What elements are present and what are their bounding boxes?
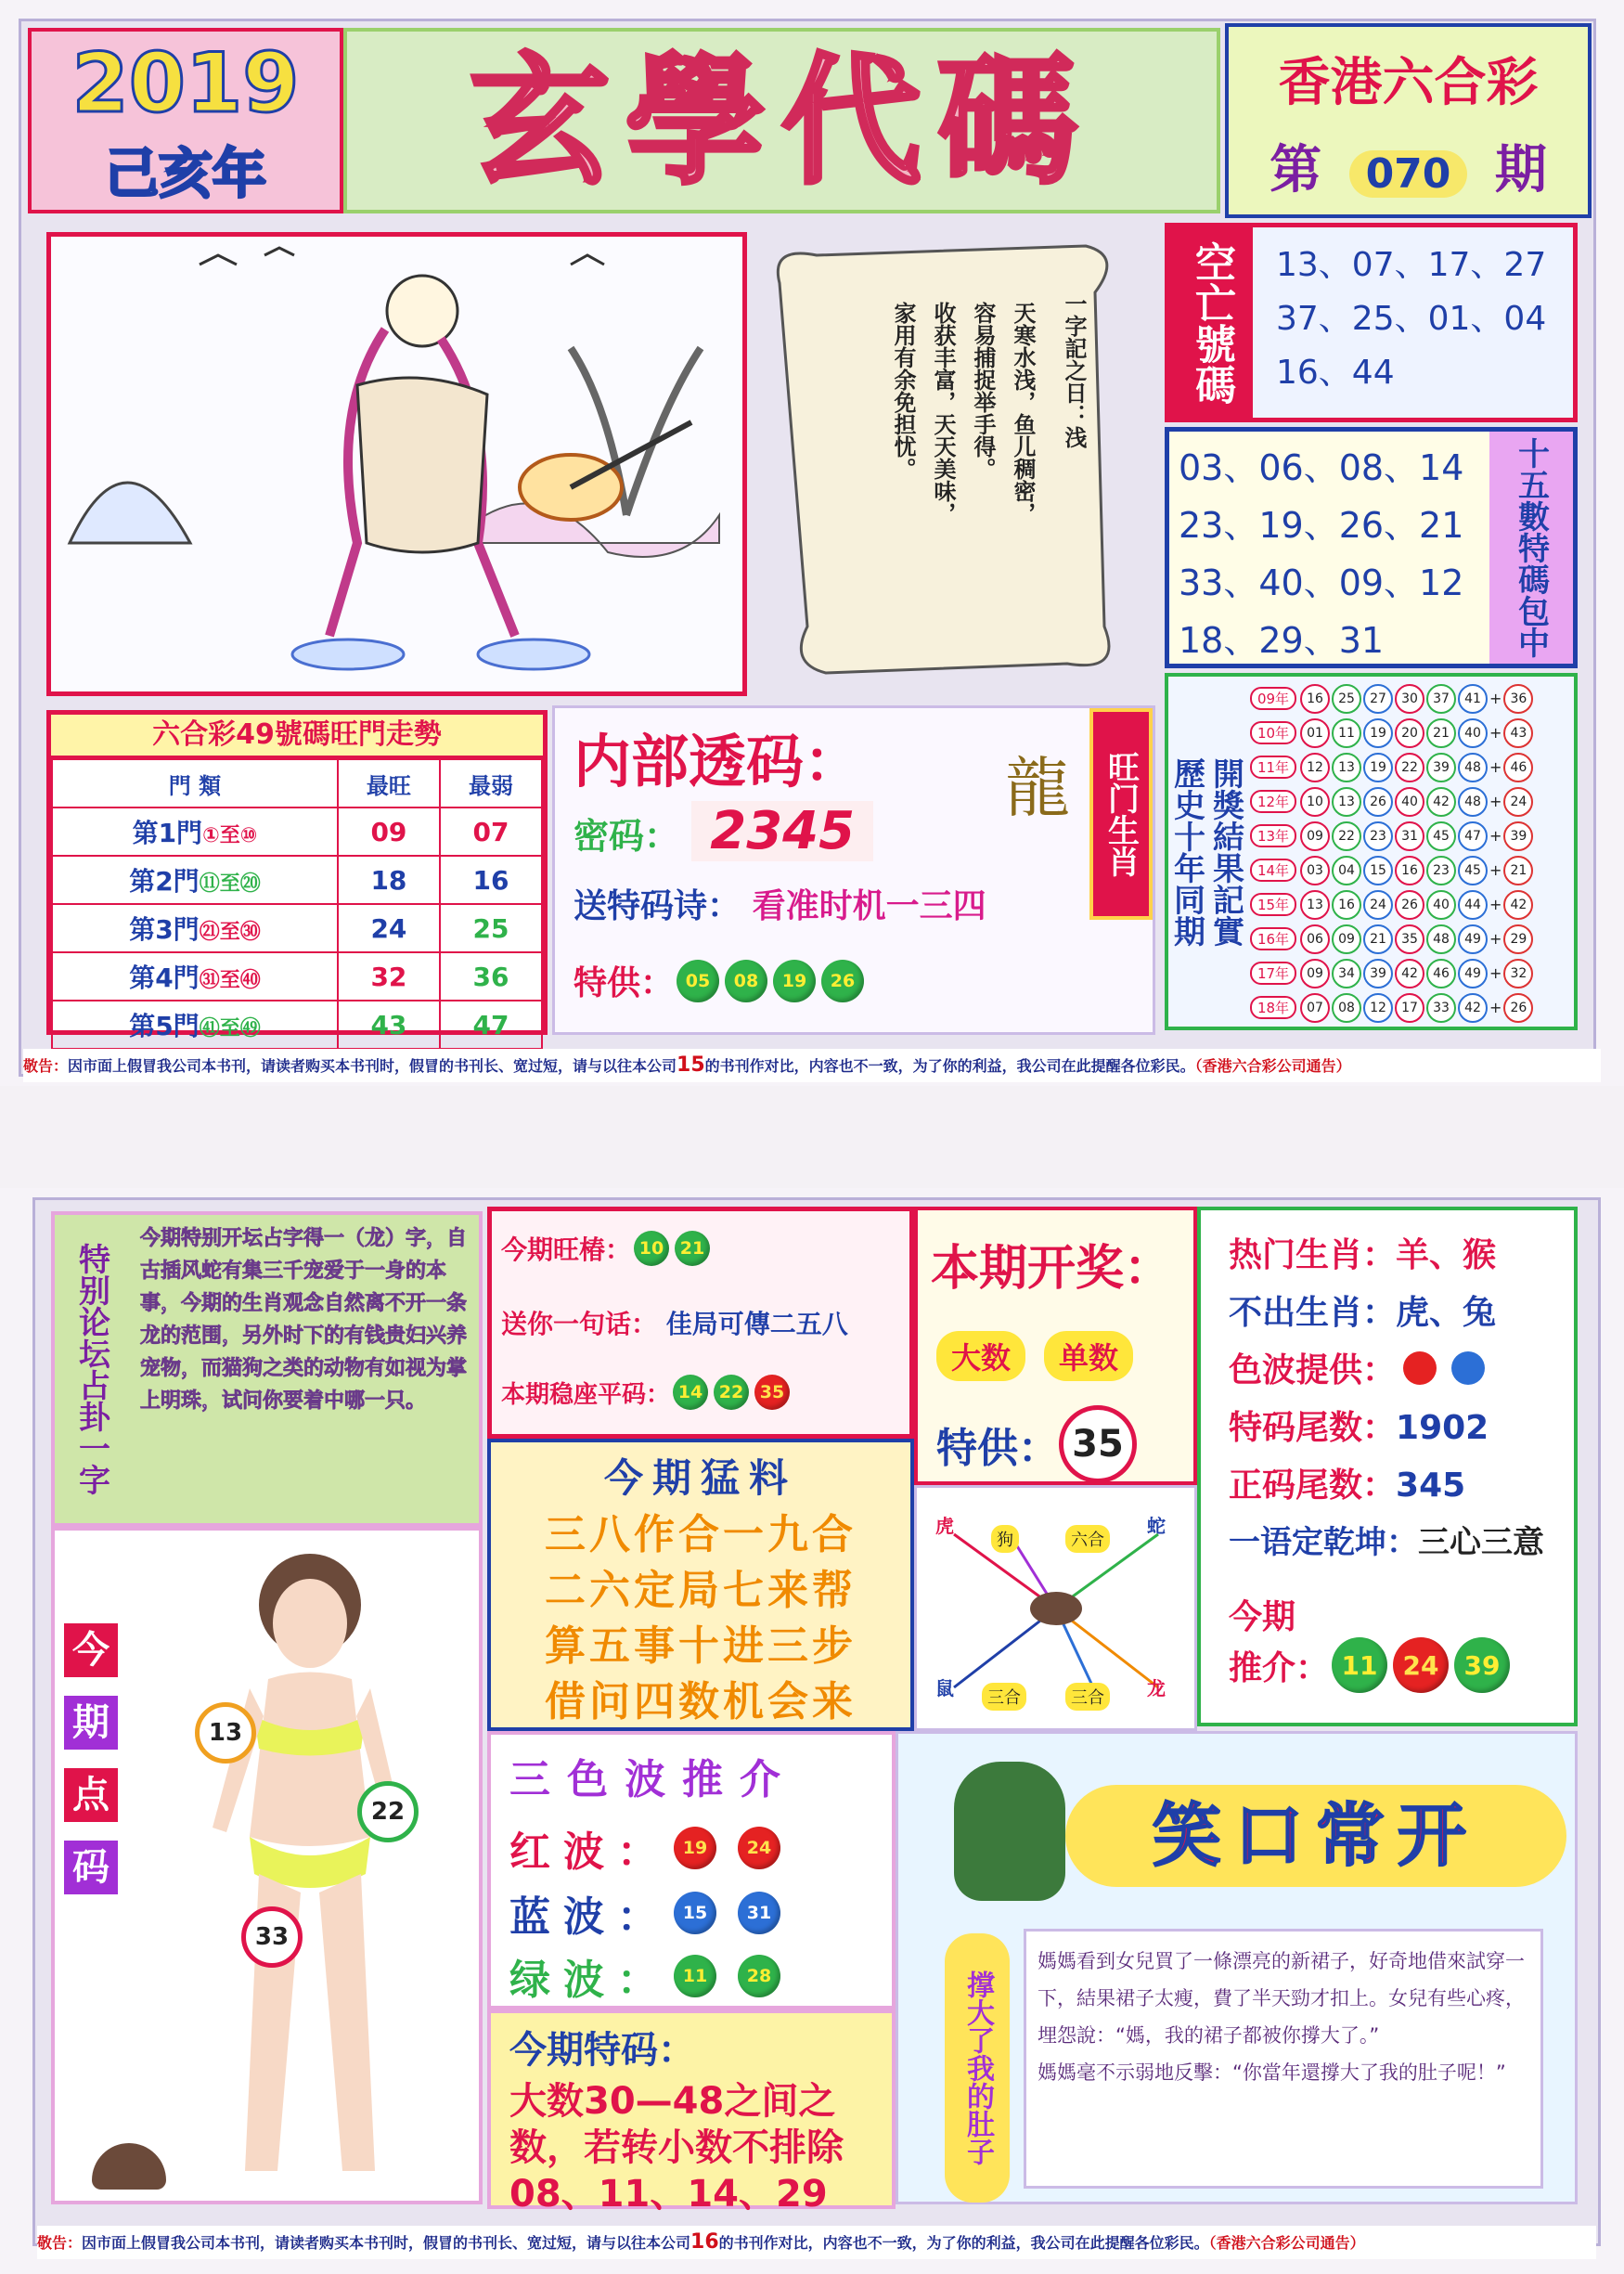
side-zodiac-label: 旺门生肖 bbox=[1089, 708, 1153, 920]
fifteen-label: 十五數特碼包中 bbox=[1489, 432, 1573, 664]
door-hot: 32 bbox=[338, 952, 440, 1001]
rec-ball: 24 bbox=[1393, 1637, 1449, 1693]
diag-snake: 蛇 bbox=[1147, 1515, 1166, 1537]
doors-box bbox=[46, 710, 548, 1041]
history-ball: 13 bbox=[1332, 787, 1361, 817]
history-ball: 21 bbox=[1426, 718, 1456, 748]
draw-tag: 单数 bbox=[1044, 1331, 1133, 1381]
color-ball: 11 bbox=[674, 1955, 716, 1997]
zodiac-zheng-label: 正码尾数： bbox=[1229, 1466, 1397, 1505]
history-ball: 33 bbox=[1426, 993, 1456, 1023]
woman-label-char: 码 bbox=[64, 1841, 118, 1894]
laugh-story: 媽媽看到女兒買了一條漂亮的新裙子，好奇地借來試穿一下，結果裙子太瘦，費了半天勁才扣上。女兒有些心疼，埋怨說：“媽，我的裙子都被你撐大了。” 媽媽毫不示弱地反擊：“你當年還撐大了我的肚子呢！” bbox=[1024, 1929, 1543, 2189]
history-plus: + bbox=[1489, 758, 1502, 776]
texma-text: 大数30—48之间之数，若转小数不排除08、11、14、29 bbox=[509, 2080, 844, 2216]
zodiac-out bbox=[1229, 1286, 1496, 1334]
history-plus: + bbox=[1489, 999, 1502, 1016]
history-year: 17年 bbox=[1250, 962, 1296, 985]
color-ball: 31 bbox=[738, 1892, 780, 1934]
wang-line-1 bbox=[501, 1230, 713, 1267]
page-title: 玄學代碼 bbox=[470, 42, 1094, 203]
zodiac-color bbox=[1229, 1344, 1492, 1391]
history-ball: 13 bbox=[1300, 890, 1330, 920]
issue-prefix: 第 bbox=[1270, 140, 1322, 200]
diag-tiger: 虎 bbox=[935, 1515, 954, 1537]
history-plus: + bbox=[1489, 827, 1502, 845]
history-ball: 49 bbox=[1458, 959, 1488, 988]
internal-box bbox=[552, 705, 1155, 1035]
color-row-blue bbox=[509, 1883, 783, 1943]
zodiac-out-label: 不出生肖： bbox=[1229, 1294, 1397, 1332]
history-ball: 41 bbox=[1458, 684, 1488, 714]
history-ball: 25 bbox=[1332, 684, 1361, 714]
money-bag-icon bbox=[954, 1762, 1065, 1901]
poem-line: 收获丰富，天天美味， bbox=[930, 302, 956, 524]
door-name: 第5門 bbox=[129, 1011, 200, 1041]
history-ball: 47 bbox=[1458, 821, 1488, 851]
history-ball: 12 bbox=[1300, 753, 1330, 782]
special-ball: 08 bbox=[725, 960, 767, 1002]
door-name: 第4門 bbox=[129, 963, 200, 993]
history-ball: 40 bbox=[1426, 890, 1456, 920]
wang-flat-ball: 14 bbox=[673, 1375, 708, 1410]
title-box bbox=[343, 28, 1220, 213]
history-special-ball: 29 bbox=[1503, 924, 1533, 954]
history-row bbox=[1250, 990, 1534, 1025]
color-row-green bbox=[509, 1946, 783, 2006]
history-row bbox=[1250, 784, 1534, 819]
wang-ball: 21 bbox=[675, 1231, 710, 1266]
doors-row bbox=[52, 952, 542, 1001]
draw-title: 本期开奖： bbox=[931, 1241, 1173, 1297]
history-ball: 26 bbox=[1363, 787, 1393, 817]
colors-title: 三色波推介 bbox=[509, 1756, 797, 1803]
history-ball: 30 bbox=[1395, 684, 1424, 714]
laugh-box bbox=[896, 1731, 1578, 2204]
history-special-ball: 43 bbox=[1503, 718, 1533, 748]
point-ball: 22 bbox=[357, 1781, 419, 1842]
wang-flat-ball: 35 bbox=[754, 1375, 790, 1410]
page-gap bbox=[0, 1086, 1624, 1188]
issue-line bbox=[1229, 129, 1588, 203]
year-name: 己亥年 bbox=[104, 142, 266, 205]
meng-line: 三八作合一九合 bbox=[545, 1511, 857, 1558]
doors-header: 最弱 bbox=[440, 759, 542, 808]
history-ball: 34 bbox=[1332, 959, 1361, 988]
notice-prefix: 敬告： bbox=[37, 2234, 83, 2252]
woman-label-char: 今 bbox=[64, 1623, 118, 1677]
color-row-red bbox=[509, 1818, 783, 1878]
history-year: 14年 bbox=[1250, 859, 1296, 882]
doors-row bbox=[52, 856, 542, 904]
door-range: ㉑至㉚ bbox=[199, 921, 261, 944]
history-special-ball: 32 bbox=[1503, 959, 1533, 988]
rec-ball: 11 bbox=[1332, 1637, 1387, 1693]
history-plus: + bbox=[1489, 861, 1502, 879]
history-year: 10年 bbox=[1250, 721, 1296, 744]
laugh-title: 笑口常开 bbox=[1153, 1796, 1479, 1876]
history-ball: 37 bbox=[1426, 684, 1456, 714]
history-ball: 49 bbox=[1458, 924, 1488, 954]
history-special-ball: 46 bbox=[1503, 753, 1533, 782]
draw-tags bbox=[936, 1331, 1133, 1381]
diag-liuhe: 六合 bbox=[1065, 1525, 1110, 1553]
draw-special bbox=[936, 1405, 1137, 1483]
woman-label-char: 点 bbox=[64, 1768, 118, 1822]
forum-box bbox=[51, 1211, 483, 1527]
fifteen-line: 18、29、31 bbox=[1179, 620, 1385, 661]
password-value: 2345 bbox=[691, 801, 873, 861]
poem-line: 天寒水浅，鱼儿稠密， bbox=[1010, 302, 1036, 524]
brand-box bbox=[1225, 23, 1592, 218]
history-ball: 39 bbox=[1426, 753, 1456, 782]
zodiac-color-label: 色波提供： bbox=[1229, 1351, 1397, 1389]
history-ball: 23 bbox=[1363, 821, 1393, 851]
diag-sanhe-1: 三合 bbox=[982, 1683, 1026, 1711]
poem-line-box bbox=[574, 880, 986, 927]
fifteen-list bbox=[1179, 439, 1463, 669]
texma-title: 今期特码： bbox=[509, 2029, 695, 2072]
history-year: 12年 bbox=[1250, 790, 1296, 813]
door-hot: 09 bbox=[338, 808, 440, 856]
door-cold: 16 bbox=[440, 856, 542, 904]
point-ball: 13 bbox=[195, 1702, 256, 1764]
color-label: 红波： bbox=[509, 1828, 671, 1876]
doors-row bbox=[52, 1001, 542, 1049]
meng-line: 二六定局七来帮 bbox=[545, 1567, 857, 1614]
history-row bbox=[1250, 681, 1534, 716]
top-notice bbox=[23, 1049, 1601, 1082]
door-range: ⑪至⑳ bbox=[199, 872, 261, 896]
rec-ball: 39 bbox=[1454, 1637, 1510, 1693]
history-special-ball: 42 bbox=[1503, 890, 1533, 920]
history-plus: + bbox=[1489, 793, 1502, 810]
history-ball: 16 bbox=[1332, 890, 1361, 920]
color-ball: 28 bbox=[738, 1955, 780, 1997]
empty-numbers-box bbox=[1165, 223, 1578, 422]
door-label bbox=[52, 808, 338, 856]
door-label bbox=[52, 952, 338, 1001]
special-line bbox=[574, 957, 867, 1004]
history-ball: 12 bbox=[1363, 993, 1393, 1023]
history-ball: 17 bbox=[1395, 993, 1424, 1023]
poem-line: 家用有余免担忧。 bbox=[890, 302, 916, 480]
history-ball: 15 bbox=[1363, 856, 1393, 885]
draw-special-ball: 35 bbox=[1059, 1405, 1137, 1483]
zodiac-tail-label: 特码尾数： bbox=[1229, 1409, 1397, 1447]
zodiac-phrase bbox=[1229, 1517, 1544, 1562]
door-hot: 43 bbox=[338, 1001, 440, 1049]
zodiac-zheng-value: 345 bbox=[1396, 1466, 1466, 1505]
history-year: 11年 bbox=[1250, 756, 1296, 779]
history-ball: 48 bbox=[1458, 787, 1488, 817]
history-plus: + bbox=[1489, 964, 1502, 982]
history-row bbox=[1250, 853, 1534, 887]
laugh-title-wrap bbox=[1065, 1785, 1566, 1887]
zodiac-rec bbox=[1229, 1637, 1513, 1693]
wang-phrase: 佳局可傳二五八 bbox=[665, 1309, 848, 1339]
notice-text: 因市面上假冒我公司本书刊，请读者购买本书刊时，假冒的书刊长、宽过短，请与以往本公司 bbox=[68, 1057, 677, 1075]
history-year: 16年 bbox=[1250, 927, 1296, 950]
zodiac-phrase-value: 三心三意 bbox=[1418, 1524, 1544, 1561]
history-ball: 22 bbox=[1332, 821, 1361, 851]
fifteen-line: 33、40、09、12 bbox=[1179, 562, 1464, 603]
doors-row bbox=[52, 808, 542, 856]
zodiac-phrase-label: 一语定乾坤： bbox=[1229, 1524, 1418, 1561]
bottom-notice bbox=[37, 2226, 1596, 2259]
wang-flat-ball: 22 bbox=[714, 1375, 749, 1410]
draw-box bbox=[914, 1207, 1197, 1485]
history-ball: 42 bbox=[1395, 959, 1424, 988]
password-label: 密码： bbox=[574, 816, 680, 857]
blue-wave-dot bbox=[1451, 1351, 1485, 1385]
door-name: 第3門 bbox=[129, 914, 200, 945]
history-row bbox=[1250, 956, 1534, 990]
history-ball: 27 bbox=[1363, 684, 1393, 714]
history-ball: 06 bbox=[1300, 924, 1330, 954]
history-year: 15年 bbox=[1250, 893, 1296, 916]
poem-header: 一字記之日：浅 bbox=[1061, 292, 1087, 448]
notice-number: 15 bbox=[677, 1053, 705, 1077]
notice-text: 因市面上假冒我公司本书刊，请读者购买本书刊时，假冒的书刊长、宽过短，请与以往本公司 bbox=[82, 2234, 691, 2252]
forum-text: 今期特别开坛占字得一（龙）字，自古插风蛇有集三千宠爱于一身的本事，今期的生肖观念自然离不开一条龙的范围，另外时下的有钱贵妇兴养宠物，而猫狗之类的动物有如视为掌上明珠，试问你要着中哪一只。 bbox=[140, 1227, 468, 1413]
history-ball: 46 bbox=[1426, 959, 1456, 988]
door-range: ①至⑩ bbox=[202, 824, 258, 847]
history-label: 歷史十年同期 bbox=[1167, 756, 1205, 947]
color-ball: 19 bbox=[674, 1827, 716, 1869]
door-label bbox=[52, 904, 338, 952]
dragon-icon: 龍 bbox=[1005, 750, 1070, 826]
wang-box bbox=[487, 1207, 914, 1439]
fisherman-image bbox=[51, 237, 742, 691]
fifteen-line: 23、19、26、21 bbox=[1179, 505, 1464, 546]
wang-line-2 bbox=[501, 1304, 848, 1341]
history-year: 13年 bbox=[1250, 824, 1296, 847]
forum-label: 特别论坛占卦一字 bbox=[72, 1243, 110, 1495]
history-special-ball: 36 bbox=[1503, 684, 1533, 714]
history-ball: 42 bbox=[1458, 993, 1488, 1023]
laugh-side: 撑大了我的肚子 bbox=[945, 1933, 1010, 2203]
color-label: 绿波： bbox=[509, 1957, 671, 2004]
history-ball: 16 bbox=[1395, 856, 1424, 885]
doors-header: 最旺 bbox=[338, 759, 440, 808]
zodiac-zheng bbox=[1229, 1459, 1465, 1506]
password-line bbox=[574, 801, 873, 861]
diag-dog: 狗 bbox=[991, 1525, 1019, 1553]
draw-tag: 大数 bbox=[936, 1331, 1025, 1381]
diag-rat: 鼠 bbox=[935, 1677, 954, 1699]
history-row bbox=[1250, 922, 1534, 956]
special-ball: 26 bbox=[821, 960, 864, 1002]
color-ball: 24 bbox=[738, 1827, 780, 1869]
history-ball: 07 bbox=[1300, 993, 1330, 1023]
history-row bbox=[1250, 887, 1534, 922]
history-ball: 22 bbox=[1395, 753, 1424, 782]
history-ball: 45 bbox=[1458, 856, 1488, 885]
zodiac-today: 今期 bbox=[1229, 1598, 1296, 1636]
notice-text-2: 的书刊作对比，内容也不一致，为了你的利益，我公司在此提醒各位彩民。 bbox=[704, 1057, 1195, 1075]
zodiac-tail bbox=[1229, 1402, 1489, 1449]
notice-sign: （香港六合彩公司通告） bbox=[1208, 2234, 1365, 2252]
special-poem-label: 送特码诗： bbox=[574, 887, 741, 925]
notice-number: 16 bbox=[690, 2230, 719, 2254]
history-ball: 24 bbox=[1363, 890, 1393, 920]
special-ball: 19 bbox=[773, 960, 816, 1002]
fifteen-line: 03、06、08、14 bbox=[1179, 447, 1464, 488]
special-ball: 05 bbox=[677, 960, 719, 1002]
special-poem: 看准时机一三四 bbox=[752, 887, 986, 925]
wang-phrase-label: 送你一句话： bbox=[501, 1309, 658, 1339]
history-ball: 26 bbox=[1395, 890, 1424, 920]
history-ball: 42 bbox=[1426, 787, 1456, 817]
history-ball: 20 bbox=[1395, 718, 1424, 748]
history-row bbox=[1250, 750, 1534, 784]
draw-special-label: 特供： bbox=[936, 1425, 1059, 1472]
history-ball: 01 bbox=[1300, 718, 1330, 748]
empty-numbers-label: 空亡號碼 bbox=[1169, 227, 1253, 418]
wang-line-3 bbox=[501, 1375, 793, 1410]
door-hot: 24 bbox=[338, 904, 440, 952]
colors-box bbox=[487, 1731, 896, 2009]
history-ball: 16 bbox=[1300, 684, 1330, 714]
history-ball: 39 bbox=[1363, 959, 1393, 988]
fifteen-box bbox=[1165, 427, 1578, 668]
doors-header-row bbox=[52, 759, 542, 808]
wang-ball: 10 bbox=[634, 1231, 669, 1266]
history-special-ball: 39 bbox=[1503, 821, 1533, 851]
history-label-2: 開獎結果記實 bbox=[1206, 756, 1244, 947]
history-row bbox=[1250, 819, 1534, 853]
door-cold: 25 bbox=[440, 904, 542, 952]
issue-number: 070 bbox=[1349, 150, 1468, 198]
special-label: 特供： bbox=[574, 964, 675, 1002]
meng-lines bbox=[491, 1507, 910, 1730]
issue-suffix: 期 bbox=[1494, 140, 1547, 200]
meng-line: 借问四数机会来 bbox=[545, 1678, 857, 1725]
meng-box bbox=[487, 1439, 914, 1731]
history-ball: 10 bbox=[1300, 787, 1330, 817]
history-ball: 21 bbox=[1363, 924, 1393, 954]
history-plus: + bbox=[1489, 896, 1502, 913]
zodiac-hot bbox=[1229, 1229, 1496, 1276]
history-plus: + bbox=[1489, 724, 1502, 742]
poem-body bbox=[887, 302, 1039, 524]
history-ball: 31 bbox=[1395, 821, 1424, 851]
history-special-ball: 21 bbox=[1503, 856, 1533, 885]
history-ball: 19 bbox=[1363, 718, 1393, 748]
history-ball: 45 bbox=[1426, 821, 1456, 851]
history-ball: 40 bbox=[1458, 718, 1488, 748]
history-ball: 09 bbox=[1300, 821, 1330, 851]
point-ball: 33 bbox=[241, 1906, 303, 1968]
woman-label-char: 期 bbox=[64, 1696, 118, 1750]
history-box bbox=[1165, 673, 1578, 1030]
internal-title: 内部透码： bbox=[574, 728, 862, 795]
history-plus: + bbox=[1489, 930, 1502, 948]
zodiac-out-value: 虎、兔 bbox=[1396, 1294, 1497, 1332]
door-label bbox=[52, 1001, 338, 1049]
door-range: ㉛至㊵ bbox=[199, 969, 261, 992]
door-hot: 18 bbox=[338, 856, 440, 904]
history-ball: 40 bbox=[1395, 787, 1424, 817]
wang-flat-label: 本期稳座平码： bbox=[501, 1380, 671, 1409]
door-cold: 07 bbox=[440, 808, 542, 856]
door-cold: 36 bbox=[440, 952, 542, 1001]
woman-image bbox=[55, 1531, 486, 2208]
history-special-ball: 24 bbox=[1503, 787, 1533, 817]
scroll-poem bbox=[752, 227, 1141, 691]
zodiac-tail-value: 1902 bbox=[1396, 1409, 1489, 1447]
doors-row bbox=[52, 904, 542, 952]
wang-label: 今期旺椿： bbox=[501, 1234, 632, 1265]
color-ball: 15 bbox=[674, 1892, 716, 1934]
doors-header: 門 類 bbox=[52, 759, 338, 808]
door-name: 第1門 bbox=[132, 818, 203, 848]
texma-box bbox=[487, 2009, 896, 2216]
history-ball: 03 bbox=[1300, 856, 1330, 885]
history-rows bbox=[1250, 681, 1534, 1025]
notice-prefix: 敬告： bbox=[23, 1057, 69, 1075]
door-label bbox=[52, 856, 338, 904]
year-box bbox=[28, 28, 343, 213]
zodiac-hot-label: 热门生肖： bbox=[1229, 1236, 1397, 1274]
history-ball: 23 bbox=[1426, 856, 1456, 885]
history-ball: 09 bbox=[1300, 959, 1330, 988]
history-ball: 35 bbox=[1395, 924, 1424, 954]
meng-line: 算五事十进三步 bbox=[545, 1622, 857, 1670]
history-row bbox=[1250, 716, 1534, 750]
zodiac-diagram bbox=[914, 1485, 1197, 1731]
year: 2019 bbox=[71, 35, 300, 131]
history-ball: 11 bbox=[1332, 718, 1361, 748]
brand-name: 香港六合彩 bbox=[1278, 53, 1539, 113]
history-ball: 44 bbox=[1458, 890, 1488, 920]
notice-sign: （香港六合彩公司通告） bbox=[1194, 1057, 1351, 1075]
door-cold: 47 bbox=[440, 1001, 542, 1049]
doors-table bbox=[51, 758, 543, 1050]
history-ball: 04 bbox=[1332, 856, 1361, 885]
zodiac-hot-value: 羊、猴 bbox=[1396, 1236, 1497, 1274]
woman-box bbox=[51, 1527, 483, 2204]
zodiac-rec-label: 推介： bbox=[1229, 1648, 1330, 1687]
history-ball: 13 bbox=[1332, 753, 1361, 782]
meng-title: 今期猛料 bbox=[603, 1455, 797, 1501]
history-ball: 08 bbox=[1332, 993, 1361, 1023]
door-name: 第2門 bbox=[129, 866, 200, 897]
history-special-ball: 26 bbox=[1503, 993, 1533, 1023]
diag-sanhe-2: 三合 bbox=[1065, 1683, 1110, 1711]
history-ball: 48 bbox=[1458, 753, 1488, 782]
doors-title: 六合彩49號碼旺門走勢 bbox=[51, 715, 543, 758]
history-ball: 48 bbox=[1426, 924, 1456, 954]
notice-text-2: 的书刊作对比，内容也不一致，为了你的利益，我公司在此提醒各位彩民。 bbox=[718, 2234, 1209, 2252]
diag-dragon: 龙 bbox=[1147, 1677, 1166, 1699]
zodiac-box bbox=[1197, 1207, 1578, 1726]
history-plus: + bbox=[1489, 690, 1502, 707]
history-year: 18年 bbox=[1250, 996, 1296, 1019]
red-wave-dot bbox=[1403, 1351, 1437, 1385]
color-label: 蓝波： bbox=[509, 1893, 671, 1941]
history-year: 09年 bbox=[1250, 687, 1296, 710]
empty-numbers-list: 13、07、17、27 37、25、01、04 16、44 bbox=[1276, 246, 1547, 392]
history-ball: 09 bbox=[1332, 924, 1361, 954]
illustration bbox=[46, 232, 747, 696]
poem-line: 容易捕捉举手得。 bbox=[970, 302, 996, 480]
door-range: ㊶至㊾ bbox=[199, 1017, 261, 1040]
history-ball: 19 bbox=[1363, 753, 1393, 782]
